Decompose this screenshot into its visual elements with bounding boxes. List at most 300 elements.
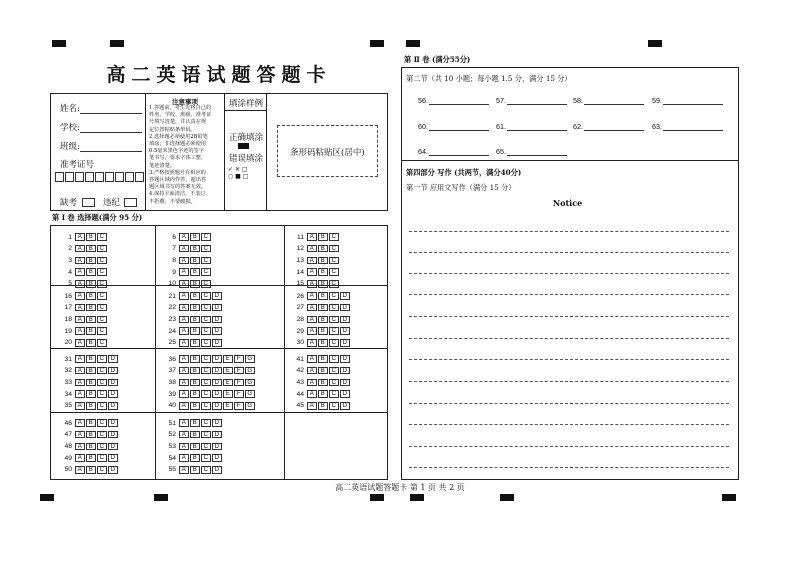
option-d-bubble[interactable]: D: [212, 431, 222, 439]
question-number: 30: [296, 339, 304, 347]
option-b-bubble[interactable]: B: [86, 367, 96, 375]
writing-line[interactable]: [409, 338, 729, 339]
option-b-bubble[interactable]: B: [318, 268, 328, 276]
option-b-bubble[interactable]: B: [318, 316, 328, 324]
option-a-bubble[interactable]: A: [307, 304, 317, 312]
option-a-bubble[interactable]: A: [307, 402, 317, 410]
option-d-bubble[interactable]: D: [212, 419, 222, 427]
part4-title: 第四部分 写作 (共两节，满分40分): [406, 168, 522, 177]
option-a-bubble[interactable]: A: [75, 280, 85, 288]
option-a-bubble[interactable]: A: [307, 316, 317, 324]
writing-line[interactable]: [409, 359, 729, 360]
option-a-bubble[interactable]: A: [179, 390, 189, 398]
option-a-bubble[interactable]: A: [179, 316, 189, 324]
question-49: [60, 454, 119, 462]
option-d-bubble[interactable]: D: [108, 431, 118, 439]
fill-sample-title: 填涂样例: [229, 99, 264, 109]
option-c-bubble[interactable]: C: [97, 402, 107, 410]
question-number: 33: [64, 378, 72, 386]
option-c-bubble[interactable]: C: [97, 379, 107, 387]
option-a-bubble[interactable]: A: [75, 431, 85, 439]
option-a-bubble[interactable]: A: [307, 233, 317, 241]
option-f-bubble[interactable]: F: [234, 402, 244, 410]
registration-mark: [110, 40, 124, 47]
option-d-bubble[interactable]: D: [108, 402, 118, 410]
option-b-bubble[interactable]: B: [86, 339, 96, 347]
option-a-bubble[interactable]: A: [179, 379, 189, 387]
option-d-bubble[interactable]: D: [212, 466, 222, 474]
blank-60[interactable]: 60.: [418, 122, 489, 131]
barcode-label: 条形码粘贴区(居中): [290, 148, 365, 158]
part2-divider: [401, 160, 739, 161]
option-c-bubble[interactable]: C: [97, 233, 107, 241]
option-b-bubble[interactable]: B: [318, 280, 328, 288]
question-26: [292, 292, 351, 300]
option-b-bubble[interactable]: B: [190, 390, 200, 398]
option-d-bubble[interactable]: D: [340, 327, 350, 335]
option-d-bubble[interactable]: D: [108, 419, 118, 427]
school-field[interactable]: [80, 132, 142, 133]
mcq-divider: [50, 412, 388, 413]
option-e-bubble[interactable]: E: [223, 402, 233, 410]
option-b-bubble[interactable]: B: [86, 379, 96, 387]
option-d-bubble[interactable]: D: [212, 304, 222, 312]
option-b-bubble[interactable]: B: [86, 443, 96, 451]
option-a-bubble[interactable]: A: [179, 339, 189, 347]
name-label: 姓名:: [60, 104, 80, 114]
writing-line[interactable]: [409, 231, 729, 232]
option-d-bubble[interactable]: D: [108, 390, 118, 398]
option-b-bubble[interactable]: B: [190, 454, 200, 462]
option-e-bubble[interactable]: E: [223, 379, 233, 387]
option-c-bubble[interactable]: C: [329, 339, 339, 347]
option-a-bubble[interactable]: A: [179, 367, 189, 375]
option-a-bubble[interactable]: A: [179, 292, 189, 300]
option-d-bubble[interactable]: D: [108, 379, 118, 387]
question-7: [164, 245, 212, 253]
option-c-bubble[interactable]: C: [97, 339, 107, 347]
option-d-bubble[interactable]: D: [212, 355, 222, 363]
option-g-bubble[interactable]: G: [245, 390, 255, 398]
option-e-bubble[interactable]: E: [223, 355, 233, 363]
blank-63[interactable]: 63.: [652, 122, 723, 131]
option-b-bubble[interactable]: B: [190, 257, 200, 265]
option-a-bubble[interactable]: A: [75, 355, 85, 363]
question-34: [60, 390, 119, 398]
option-b-bubble[interactable]: B: [190, 443, 200, 451]
option-d-bubble[interactable]: D: [340, 367, 350, 375]
option-c-bubble[interactable]: C: [201, 355, 211, 363]
option-a-bubble[interactable]: A: [75, 233, 85, 241]
question-17: [60, 304, 108, 312]
option-c-bubble[interactable]: C: [201, 316, 211, 324]
option-c-bubble[interactable]: C: [201, 402, 211, 410]
writing-line[interactable]: [409, 424, 729, 425]
question-36: [164, 355, 256, 363]
blank-62[interactable]: 62.: [573, 122, 644, 131]
option-b-bubble[interactable]: B: [86, 304, 96, 312]
question-28: [292, 315, 351, 323]
option-c-bubble[interactable]: C: [329, 292, 339, 300]
option-b-bubble[interactable]: B: [318, 245, 328, 253]
option-d-bubble[interactable]: D: [340, 339, 350, 347]
option-c-bubble[interactable]: C: [97, 390, 107, 398]
option-a-bubble[interactable]: A: [179, 304, 189, 312]
option-c-bubble[interactable]: C: [329, 245, 339, 253]
blank-64[interactable]: 64.: [418, 147, 489, 156]
option-a-bubble[interactable]: A: [75, 390, 85, 398]
option-b-bubble[interactable]: B: [190, 292, 200, 300]
option-a-bubble[interactable]: A: [307, 367, 317, 375]
writing-line[interactable]: [409, 252, 729, 253]
option-b-bubble[interactable]: B: [318, 339, 328, 347]
option-b-bubble[interactable]: B: [318, 304, 328, 312]
option-b-bubble[interactable]: B: [190, 466, 200, 474]
option-c-bubble[interactable]: C: [97, 316, 107, 324]
question-number: 47: [64, 431, 72, 439]
option-c-bubble[interactable]: C: [329, 367, 339, 375]
option-d-bubble[interactable]: D: [340, 355, 350, 363]
option-d-bubble[interactable]: D: [212, 402, 222, 410]
writing-line[interactable]: [409, 403, 729, 404]
option-b-bubble[interactable]: B: [318, 402, 328, 410]
option-b-bubble[interactable]: B: [86, 431, 96, 439]
option-c-bubble[interactable]: C: [201, 245, 211, 253]
option-a-bubble[interactable]: A: [179, 257, 189, 265]
option-c-bubble[interactable]: C: [201, 280, 211, 288]
option-a-bubble[interactable]: A: [179, 466, 189, 474]
option-a-bubble[interactable]: A: [75, 379, 85, 387]
option-a-bubble[interactable]: A: [179, 402, 189, 410]
question-35: [60, 402, 119, 410]
question-number: 6: [172, 233, 176, 241]
option-g-bubble[interactable]: G: [245, 379, 255, 387]
option-b-bubble[interactable]: B: [318, 367, 328, 375]
question-14: [292, 268, 340, 276]
question-39: [164, 390, 256, 398]
option-b-bubble[interactable]: B: [86, 268, 96, 276]
option-d-bubble[interactable]: D: [340, 379, 350, 387]
writing-line[interactable]: [409, 446, 729, 447]
option-c-bubble[interactable]: C: [201, 431, 211, 439]
class-field[interactable]: [80, 151, 142, 152]
option-d-bubble[interactable]: D: [108, 355, 118, 363]
mcq-divider: [50, 348, 388, 349]
option-d-bubble[interactable]: D: [108, 454, 118, 462]
writing-line[interactable]: [409, 294, 729, 295]
exam-number-cells[interactable]: [55, 172, 145, 182]
option-b-bubble[interactable]: B: [190, 339, 200, 347]
option-g-bubble[interactable]: G: [245, 355, 255, 363]
blank-56[interactable]: 56.: [418, 96, 489, 105]
option-d-bubble[interactable]: D: [340, 390, 350, 398]
option-c-bubble[interactable]: C: [201, 268, 211, 276]
option-b-bubble[interactable]: B: [190, 355, 200, 363]
option-c-bubble[interactable]: C: [329, 355, 339, 363]
option-b-bubble[interactable]: B: [86, 466, 96, 474]
option-b-bubble[interactable]: B: [190, 402, 200, 410]
option-f-bubble[interactable]: F: [234, 355, 244, 363]
blank-61[interactable]: 61.: [496, 122, 567, 131]
option-a-bubble[interactable]: A: [75, 443, 85, 451]
option-b-bubble[interactable]: B: [190, 304, 200, 312]
option-b-bubble[interactable]: B: [86, 257, 96, 265]
option-b-bubble[interactable]: B: [318, 292, 328, 300]
option-a-bubble[interactable]: A: [307, 390, 317, 398]
option-c-bubble[interactable]: C: [201, 454, 211, 462]
option-c-bubble[interactable]: C: [329, 327, 339, 335]
blank-58[interactable]: 58.: [573, 96, 644, 105]
blank-57[interactable]: 57.: [496, 96, 567, 105]
option-c-bubble[interactable]: C: [329, 280, 339, 288]
option-a-bubble[interactable]: A: [75, 268, 85, 276]
question-number: 20: [64, 339, 72, 347]
option-a-bubble[interactable]: A: [179, 268, 189, 276]
option-c-bubble[interactable]: C: [97, 327, 107, 335]
option-c-bubble[interactable]: C: [201, 419, 211, 427]
option-c-bubble[interactable]: C: [329, 304, 339, 312]
option-g-bubble[interactable]: G: [245, 367, 255, 375]
option-a-bubble[interactable]: A: [75, 327, 85, 335]
option-a-bubble[interactable]: A: [179, 443, 189, 451]
option-b-bubble[interactable]: B: [190, 280, 200, 288]
option-a-bubble[interactable]: A: [75, 466, 85, 474]
notice-title: 注意事项: [172, 98, 198, 106]
option-b-bubble[interactable]: B: [190, 245, 200, 253]
question-number: 24: [168, 327, 176, 335]
option-b-bubble[interactable]: B: [318, 257, 328, 265]
question-number: 36: [168, 355, 176, 363]
absent-checkbox[interactable]: [82, 198, 95, 207]
option-c-bubble[interactable]: C: [97, 367, 107, 375]
blank-59[interactable]: 59.: [652, 96, 723, 105]
writing-line[interactable]: [409, 467, 729, 468]
registration-mark: [52, 40, 66, 47]
option-d-bubble[interactable]: D: [212, 339, 222, 347]
registration-mark: [154, 494, 168, 501]
option-b-bubble[interactable]: B: [190, 379, 200, 387]
question-number: 46: [64, 419, 72, 427]
info-divider: [145, 93, 146, 211]
option-a-bubble[interactable]: A: [307, 268, 317, 276]
option-a-bubble[interactable]: A: [75, 419, 85, 427]
option-c-bubble[interactable]: C: [201, 390, 211, 398]
violation-checkbox[interactable]: [124, 198, 137, 207]
fill-sample-divider: [224, 110, 266, 111]
option-b-bubble[interactable]: B: [190, 419, 200, 427]
blank-65[interactable]: 65.: [496, 147, 567, 156]
question-6: [164, 233, 212, 241]
option-a-bubble[interactable]: A: [307, 327, 317, 335]
option-a-bubble[interactable]: A: [75, 316, 85, 324]
option-c-bubble[interactable]: C: [201, 367, 211, 375]
wrong-fill-glyph: ✓: [228, 166, 234, 173]
option-d-bubble[interactable]: D: [212, 327, 222, 335]
option-a-bubble[interactable]: A: [179, 233, 189, 241]
option-f-bubble[interactable]: F: [234, 367, 244, 375]
option-a-bubble[interactable]: A: [307, 245, 317, 253]
option-c-bubble[interactable]: C: [329, 268, 339, 276]
writing-line[interactable]: [409, 273, 729, 274]
wrong-fill-glyph: □: [241, 166, 248, 173]
option-c-bubble[interactable]: C: [97, 280, 107, 288]
option-c-bubble[interactable]: C: [97, 431, 107, 439]
option-b-bubble[interactable]: B: [318, 390, 328, 398]
option-b-bubble[interactable]: B: [86, 402, 96, 410]
question-number: 15: [296, 280, 304, 288]
option-a-bubble[interactable]: A: [75, 292, 85, 300]
option-e-bubble[interactable]: E: [223, 390, 233, 398]
registration-mark: [500, 494, 514, 501]
option-a-bubble[interactable]: A: [179, 245, 189, 253]
option-a-bubble[interactable]: A: [307, 355, 317, 363]
option-a-bubble[interactable]: A: [179, 327, 189, 335]
option-c-bubble[interactable]: C: [329, 316, 339, 324]
option-d-bubble[interactable]: D: [212, 443, 222, 451]
option-f-bubble[interactable]: F: [234, 390, 244, 398]
option-d-bubble[interactable]: D: [212, 379, 222, 387]
correct-fill-label: 正确填涂: [229, 133, 264, 143]
option-a-bubble[interactable]: A: [179, 454, 189, 462]
question-number: 2: [68, 245, 72, 253]
writing-line[interactable]: [409, 316, 729, 317]
option-c-bubble[interactable]: C: [201, 466, 211, 474]
option-d-bubble[interactable]: D: [212, 390, 222, 398]
question-48: [60, 442, 119, 450]
option-c-bubble[interactable]: C: [97, 292, 107, 300]
registration-mark: [722, 494, 736, 501]
option-c-bubble[interactable]: C: [97, 454, 107, 462]
registration-mark: [40, 494, 54, 501]
option-c-bubble[interactable]: C: [201, 233, 211, 241]
option-c-bubble[interactable]: C: [97, 268, 107, 276]
option-d-bubble[interactable]: D: [212, 292, 222, 300]
option-a-bubble[interactable]: A: [75, 454, 85, 462]
option-b-bubble[interactable]: B: [318, 355, 328, 363]
option-b-bubble[interactable]: B: [190, 268, 200, 276]
option-c-bubble[interactable]: C: [97, 466, 107, 474]
writing-line[interactable]: [409, 381, 729, 382]
option-b-bubble[interactable]: B: [190, 327, 200, 335]
part2-header: 第 Ⅱ 卷 (满分55分): [404, 55, 471, 64]
option-d-bubble[interactable]: D: [212, 454, 222, 462]
option-c-bubble[interactable]: C: [97, 245, 107, 253]
option-a-bubble[interactable]: A: [307, 280, 317, 288]
option-d-bubble[interactable]: D: [108, 466, 118, 474]
option-g-bubble[interactable]: G: [245, 402, 255, 410]
option-b-bubble[interactable]: B: [86, 316, 96, 324]
option-d-bubble[interactable]: D: [340, 402, 350, 410]
mcq-divider: [155, 225, 156, 480]
question-number: 17: [64, 304, 72, 312]
question-44: [292, 390, 351, 398]
option-c-bubble[interactable]: C: [201, 304, 211, 312]
option-a-bubble[interactable]: A: [75, 257, 85, 265]
option-d-bubble[interactable]: D: [212, 316, 222, 324]
option-c-bubble[interactable]: C: [329, 257, 339, 265]
option-e-bubble[interactable]: E: [223, 367, 233, 375]
option-a-bubble[interactable]: A: [75, 402, 85, 410]
option-c-bubble[interactable]: C: [97, 355, 107, 363]
option-b-bubble[interactable]: B: [86, 280, 96, 288]
question-number: 12: [296, 245, 304, 253]
option-a-bubble[interactable]: A: [307, 257, 317, 265]
option-b-bubble[interactable]: B: [190, 233, 200, 241]
option-b-bubble[interactable]: B: [190, 316, 200, 324]
option-c-bubble[interactable]: C: [97, 257, 107, 265]
question-23: [164, 315, 223, 323]
option-c-bubble[interactable]: C: [329, 390, 339, 398]
option-a-bubble[interactable]: A: [75, 245, 85, 253]
question-number: 1: [68, 233, 72, 241]
option-f-bubble[interactable]: F: [234, 379, 244, 387]
option-c-bubble[interactable]: C: [329, 233, 339, 241]
option-c-bubble[interactable]: C: [97, 443, 107, 451]
option-b-bubble[interactable]: B: [318, 379, 328, 387]
option-d-bubble[interactable]: D: [340, 304, 350, 312]
option-b-bubble[interactable]: B: [86, 327, 96, 335]
option-c-bubble[interactable]: C: [329, 379, 339, 387]
option-a-bubble[interactable]: A: [179, 280, 189, 288]
option-c-bubble[interactable]: C: [201, 443, 211, 451]
option-a-bubble[interactable]: A: [179, 431, 189, 439]
question-number: 21: [168, 292, 176, 300]
option-c-bubble[interactable]: C: [201, 339, 211, 347]
wrong-fill-glyph: ■: [235, 173, 241, 180]
option-a-bubble[interactable]: A: [307, 339, 317, 347]
option-a-bubble[interactable]: A: [75, 367, 85, 375]
option-c-bubble[interactable]: C: [97, 304, 107, 312]
option-c-bubble[interactable]: C: [201, 327, 211, 335]
option-c-bubble[interactable]: C: [201, 292, 211, 300]
option-d-bubble[interactable]: D: [340, 316, 350, 324]
option-b-bubble[interactable]: B: [190, 367, 200, 375]
question-50: [60, 466, 119, 474]
option-a-bubble[interactable]: A: [179, 355, 189, 363]
question-number: 27: [296, 304, 304, 312]
option-b-bubble[interactable]: B: [86, 233, 96, 241]
option-a-bubble[interactable]: A: [307, 379, 317, 387]
option-c-bubble[interactable]: C: [201, 379, 211, 387]
option-a-bubble[interactable]: A: [307, 292, 317, 300]
option-d-bubble[interactable]: D: [108, 367, 118, 375]
option-b-bubble[interactable]: B: [86, 390, 96, 398]
option-d-bubble[interactable]: D: [340, 292, 350, 300]
question-1: [60, 233, 108, 241]
question-27: [292, 304, 351, 312]
option-b-bubble[interactable]: B: [190, 431, 200, 439]
name-field[interactable]: [80, 113, 142, 114]
option-b-bubble[interactable]: B: [86, 292, 96, 300]
option-c-bubble[interactable]: C: [97, 419, 107, 427]
option-c-bubble[interactable]: C: [329, 402, 339, 410]
question-number: 39: [168, 390, 176, 398]
option-b-bubble[interactable]: B: [318, 327, 328, 335]
option-c-bubble[interactable]: C: [201, 257, 211, 265]
option-a-bubble[interactable]: A: [75, 304, 85, 312]
option-b-bubble[interactable]: B: [86, 355, 96, 363]
question-number: 38: [168, 378, 176, 386]
option-d-bubble[interactable]: D: [212, 367, 222, 375]
option-b-bubble[interactable]: B: [86, 454, 96, 462]
option-b-bubble[interactable]: B: [86, 419, 96, 427]
option-d-bubble[interactable]: D: [108, 443, 118, 451]
option-a-bubble[interactable]: A: [179, 419, 189, 427]
question-number: 10: [168, 280, 176, 288]
option-b-bubble[interactable]: B: [86, 245, 96, 253]
option-b-bubble[interactable]: B: [318, 233, 328, 241]
option-a-bubble[interactable]: A: [75, 339, 85, 347]
